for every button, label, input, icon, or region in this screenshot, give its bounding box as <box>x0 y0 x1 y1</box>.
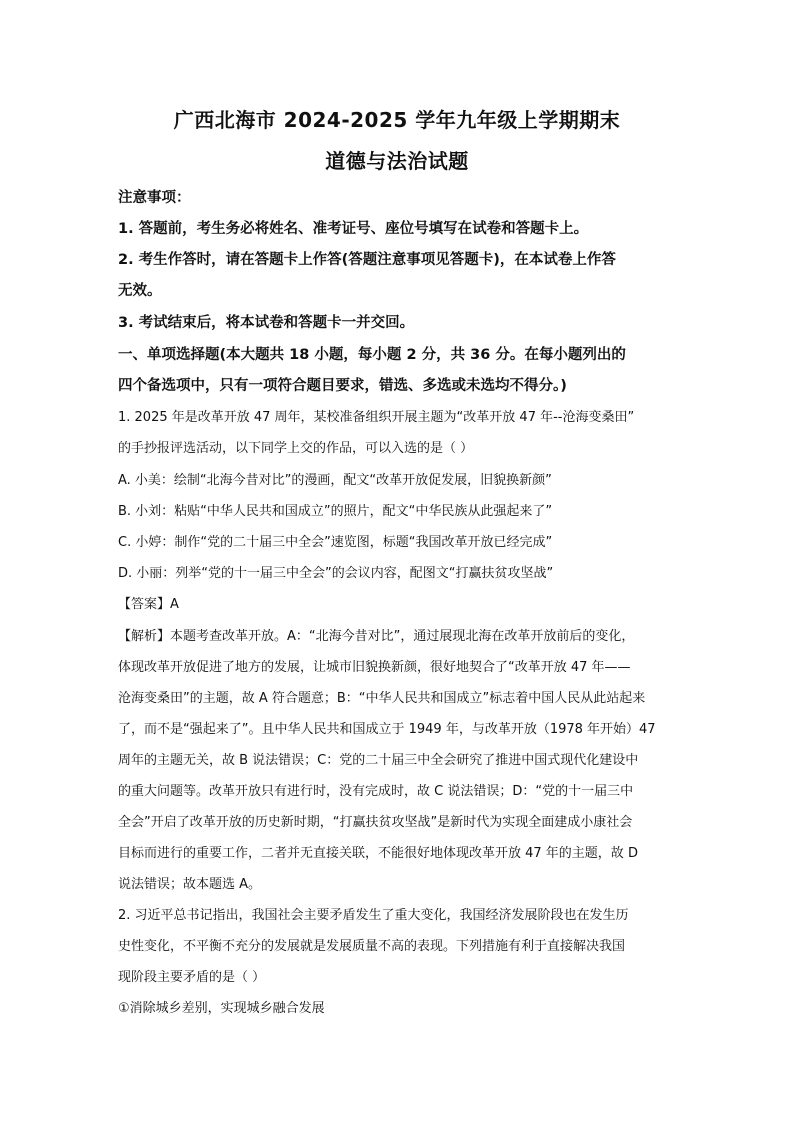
notes-item-2-cont: 无效。 <box>118 283 162 299</box>
q1-option-c: C. 小婷：制作“党的二十届三中全会”速览图，标题“我国改革开放已经完成” <box>118 535 553 550</box>
notes-item-2: 2. 考生作答时，请在答题卡上作答(答题注意事项见答题卡)，在本试卷上作答 <box>118 252 616 268</box>
q1-stem-line1: 1. 2025 年是改革开放 47 周年，某校准备组织开展主题为“改革开放 47 年--沧海变桑田” <box>118 410 635 425</box>
q1-analysis-line: 体现改革开放促进了地方的发展，让城市旧貌换新颜，很好地契合了“改革开放 47 年—— <box>118 660 631 675</box>
q1-answer: 【答案】A <box>118 597 179 612</box>
q2-stem-line3: 现阶段主要矛盾的是（ ） <box>118 970 266 985</box>
notes-item-3: 3. 考试结束后，将本试卷和答题卡一并交回。 <box>118 315 415 331</box>
exam-title: 广西北海市 2024-2025 学年九年级上学期期末 <box>173 108 621 132</box>
q2-stem-line1: 2. 习近平总书记指出，我国社会主要矛盾发生了重大变化，我国经济发展阶段也在发生历 <box>118 908 629 923</box>
q1-stem-line2: 的手抄报评选活动，以下同学上交的作品，可以入选的是（ ） <box>118 441 474 456</box>
q2-item-1: ①消除城乡差别，实现城乡融合发展 <box>118 1001 325 1016</box>
q1-option-d: D. 小丽：列举“党的十一届三中全会”的会议内容，配图文“打赢扶贫攻坚战” <box>118 566 554 581</box>
q1-option-a: A. 小美：绘制“北海今昔对比”的漫画，配文“改革开放促发展，旧貌换新颜” <box>118 473 552 488</box>
notes-item-1: 1. 答题前，考生务必将姓名、准考证号、座位号填写在试卷和答题卡上。 <box>118 221 589 237</box>
q1-analysis-line: 全会”开启了改革开放的历史新时期，“打赢扶贫攻坚战”是新时代为实现全面建成小康社会 <box>118 815 633 830</box>
q2-stem-line2: 史性变化，不平衡不充分的发展就是发展质量不高的表现。下列措施有利于直接解决我国 <box>118 939 626 954</box>
section-heading-line1: 一、单项选择题(本大题共 18 小题，每小题 2 分，共 36 分。在每小题列出的 <box>118 347 626 363</box>
q1-analysis-line: 目标而进行的重要工作，二者并无直接关联，不能很好地体现改革开放 47 年的主题，故 D <box>118 846 638 861</box>
exam-subject-title: 道德与法治试题 <box>325 149 469 173</box>
q1-analysis-line: 了，而不是“强起来了”。且中华人民共和国成立于 1949 年，与改革开放（1978 年开始）47 <box>118 722 656 737</box>
notes-heading: 注意事项： <box>118 190 191 206</box>
q1-option-b: B. 小刘：粘贴“中华人民共和国成立”的照片，配文“中华民族从此强起来了” <box>118 504 553 519</box>
q1-analysis-line: 的重大问题等。改革开放只有进行时，没有完成时，故 C 说法错误；D：“党的十一届三中 <box>118 784 634 799</box>
q1-analysis-line: 说法错误；故本题选 A。 <box>118 877 262 892</box>
q1-analysis-line: 周年的主题无关，故 B 说法错误；C：党的二十届三中全会研究了推进中国式现代化建设中 <box>118 753 639 768</box>
q1-analysis-line: 【解析】本题考查改革开放。A：“北海今昔对比”，通过展现北海在改革开放前后的变化， <box>118 629 635 644</box>
section-heading-line2: 四个备选项中，只有一项符合题目要求，错选、多选或未选均不得分。) <box>118 378 567 394</box>
q1-analysis-line: 沧海变桑田”的主题，故 A 符合题意；B：“中华人民共和国成立”标志着中国人民从此站起来 <box>118 691 646 706</box>
